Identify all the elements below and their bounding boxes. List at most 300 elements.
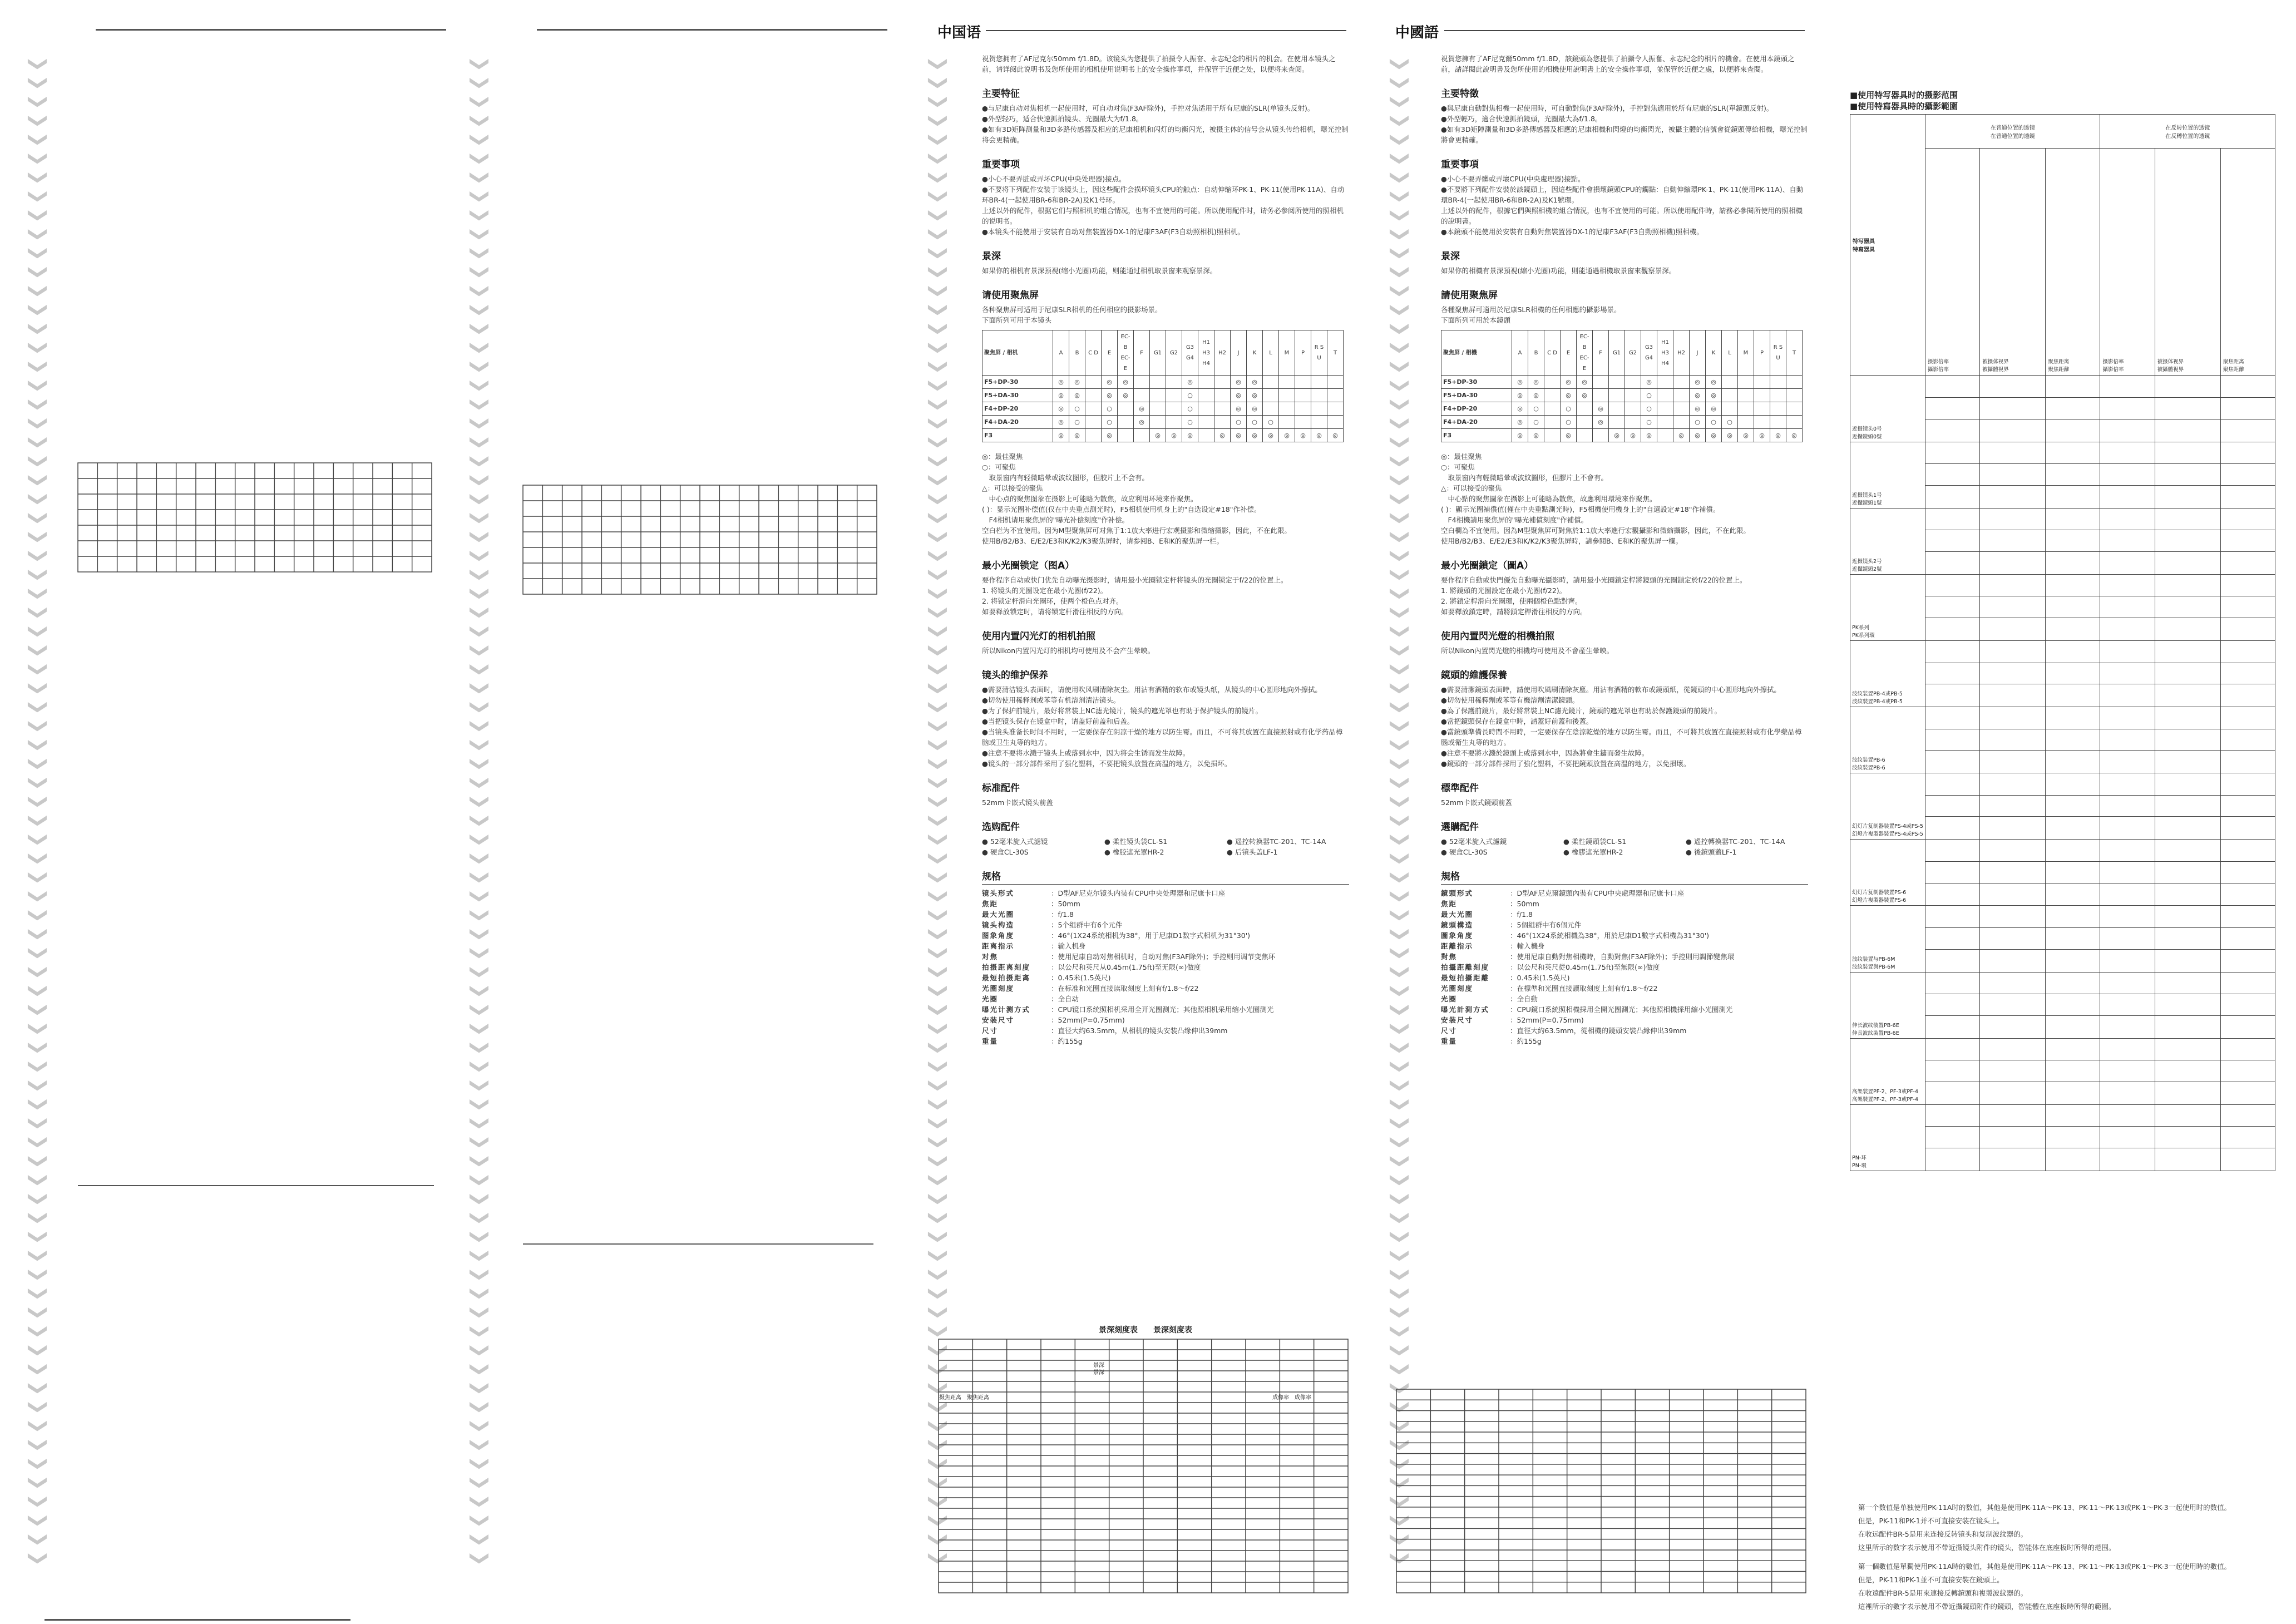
traditional-spec-value: ：0.45米(1.5英尺) — [1510, 974, 1570, 982]
chevron-mark: ❯ — [1389, 320, 1411, 337]
traditional-spec-title: 規格 — [1441, 872, 1808, 885]
chevron-mark: ❯ — [1389, 566, 1411, 583]
traditional-screen-col-header: G2 — [1625, 330, 1641, 376]
traditional-screen-cell — [1625, 416, 1641, 429]
chevron-mark: ❯ — [927, 1550, 950, 1567]
accessory-cell — [2220, 508, 2275, 574]
simplified-screen-cell: ◎ — [1118, 389, 1134, 402]
simplified-option-item: ● 橡胶遮光罩HR-2 — [1104, 848, 1164, 856]
traditional-screen-row-label: F5+DA-30 — [1441, 389, 1512, 402]
traditional-section-title: 重要事項 — [1441, 159, 1479, 170]
traditional-screen-cell — [1754, 376, 1770, 389]
accessory-subcol-header: 摄影倍率 攝影倍率 — [1925, 149, 1980, 376]
traditional-spec-key: 尺寸 — [1441, 1026, 1458, 1035]
accessory-cell — [1980, 640, 2046, 707]
traditional-heading-rule — [1444, 30, 1805, 31]
simplified-section-title: 景深 — [982, 251, 1001, 262]
chevron-mark: ❯ — [1389, 1474, 1411, 1491]
chevron-mark: ❯ — [1389, 1077, 1411, 1094]
simplified-spec-key: 重量 — [982, 1037, 999, 1045]
chevron-mark: ❯ — [469, 1134, 491, 1151]
traditional-spec-value: ：f/1.8 — [1510, 910, 1533, 919]
simplified-screen-cell — [1295, 402, 1311, 416]
chevron-mark: ❯ — [927, 188, 950, 205]
chevron-mark: ❯ — [469, 434, 491, 451]
simplified-screen-cell — [1118, 416, 1134, 429]
traditional-spec-key: 拍攝距離刻度 — [1441, 963, 1490, 971]
traditional-screen-row-label: F4+DP-20 — [1441, 402, 1512, 416]
traditional-screen-cell: ○ — [1641, 389, 1657, 402]
traditional-screen-col-header: B — [1528, 330, 1544, 376]
chevron-mark: ❯ — [1389, 93, 1411, 110]
accessory-cell — [1925, 906, 1980, 972]
accessory-row-label: 伸长波纹装置PB-6E 伸長波紋裝置PB-6E — [1850, 972, 1925, 1038]
chevron-mark: ❯ — [927, 207, 950, 224]
chevron-mark: ❯ — [27, 1210, 50, 1226]
chevron-mark: ❯ — [927, 358, 950, 375]
chevron-mark: ❯ — [27, 604, 50, 621]
chevron-mark: ❯ — [27, 566, 50, 583]
traditional-screen-cell: ◎ — [1512, 389, 1528, 402]
chevron-mark: ❯ — [27, 1266, 50, 1283]
traditional-screen-cell: ◎ — [1706, 389, 1722, 402]
traditional-screen-cell — [1754, 389, 1770, 402]
traditional-screen-col-header: R S U — [1770, 330, 1786, 376]
traditional-section-text: ●為了保護前鏡片，最好將常裝上NC濾光鏡片，鏡頭的遮光罩也有助於保護鏡頭的前鏡片。 — [1441, 707, 1721, 715]
traditional-section-title: 鏡頭的維護保養 — [1441, 670, 1507, 681]
accessory-cell — [2220, 906, 2275, 972]
traditional-screen-cell: ◎ — [1706, 376, 1722, 389]
simplified-screen-cell — [1085, 389, 1102, 402]
simplified-screen-cell — [1085, 429, 1102, 442]
traditional-screen-col-header: G3 G4 — [1641, 330, 1657, 376]
traditional-section-title: 景深 — [1441, 251, 1460, 262]
accessory-row-label: 高架装置PF-2、PF-3或PF-4 高架裝置PF-2、PF-3或PF-4 — [1850, 1038, 1925, 1104]
traditional-spec-key: 安裝尺寸 — [1441, 1016, 1474, 1024]
traditional-screen-cell: ○ — [1706, 416, 1722, 429]
chevron-mark: ❯ — [927, 831, 950, 848]
traditional-screen-cell — [1770, 389, 1786, 402]
traditional-options-title: 選購配件 — [1441, 822, 1479, 833]
traditional-screen-cell — [1738, 389, 1754, 402]
chevron-mark: ❯ — [927, 434, 950, 451]
traditional-screen-cell — [1673, 376, 1690, 389]
chevron-mark: ❯ — [927, 1096, 950, 1113]
accessory-cell — [2155, 840, 2220, 906]
chevron-mark: ❯ — [469, 1077, 491, 1094]
simplified-screen-cell — [1327, 389, 1344, 402]
chevron-mark: ❯ — [927, 1077, 950, 1094]
chevron-mark: ❯ — [927, 377, 950, 394]
chevron-mark: ❯ — [469, 604, 491, 621]
chevron-mark: ❯ — [27, 1493, 50, 1510]
chevron-mark: ❯ — [927, 585, 950, 602]
chevron-mark: ❯ — [927, 850, 950, 867]
chevron-mark: ❯ — [27, 377, 50, 394]
traditional-screen-cell: ◎ — [1625, 429, 1641, 442]
chevron-mark: ❯ — [469, 1323, 491, 1340]
accessory-cell — [2155, 574, 2220, 640]
chevron-mark: ❯ — [27, 510, 50, 526]
simplified-screen-cell — [1311, 416, 1327, 429]
chevron-mark: ❯ — [27, 1512, 50, 1529]
chevron-mark: ❯ — [27, 680, 50, 697]
accessory-row-label: 近摄镜头0号 近攝鏡頭0號 — [1850, 376, 1925, 442]
traditional-screen-cell — [1786, 389, 1803, 402]
simplified-legend-line: 使用B/B2/B3、E/E2/E3和K/K2/K3聚焦屏时，请参阅B、E和K的聚焦屏一栏。 — [982, 537, 1224, 545]
simplified-screen-cell: ○ — [1102, 402, 1118, 416]
chevron-mark: ❯ — [927, 56, 950, 72]
chevron-mark: ❯ — [1389, 1228, 1411, 1245]
chevron-mark: ❯ — [1389, 1039, 1411, 1056]
chevron-mark: ❯ — [1389, 339, 1411, 356]
chevron-mark: ❯ — [927, 907, 950, 924]
simplified-screen-cell — [1198, 376, 1214, 389]
accessory-group-normal: 在普通位置的透镜 在普通位置的透鏡 — [1925, 115, 2100, 149]
chevron-mark: ❯ — [1389, 869, 1411, 886]
chevron-mark: ❯ — [27, 1247, 50, 1264]
traditional-legend-line: ○：可聚焦 — [1441, 463, 1475, 471]
chevron-strip-1 — [29, 55, 48, 1568]
chevron-mark: ❯ — [927, 1531, 950, 1548]
chevron-mark: ❯ — [927, 1512, 950, 1529]
traditional-section-text: ●本鏡頭不能使用於安裝有自動對焦裝置器DX-1的尼康F3AF(F3自動照相機)照相機。 — [1441, 228, 1704, 236]
traditional-screen-cell: ◎ — [1770, 429, 1786, 442]
traditional-column — [1441, 53, 1808, 1047]
chevron-mark: ❯ — [27, 1455, 50, 1472]
chevron-mark: ❯ — [927, 718, 950, 734]
simplified-legend-line: 空白栏为不宜使用。因为M型聚焦屏可对焦于1:1放大率进行宏观摄影和微缩摄影，因此，不在此限。 — [982, 526, 1291, 535]
simplified-section-title: 镜头的维护保养 — [982, 670, 1048, 681]
chevron-mark: ❯ — [27, 264, 50, 280]
chevron-mark: ❯ — [469, 377, 491, 394]
accessory-row-label: PN-环 PN-環 — [1850, 1104, 1925, 1171]
chevron-mark: ❯ — [27, 302, 50, 318]
accessory-cell — [2100, 442, 2155, 508]
chevron-mark: ❯ — [927, 1153, 950, 1169]
simplified-screen-col-header: M — [1279, 330, 1295, 376]
simplified-option-item: ● 52毫米旋入式滤镜 — [982, 837, 1048, 846]
chevron-mark: ❯ — [27, 245, 50, 261]
simplified-screen-col-header: EC-B EC-E — [1118, 330, 1134, 376]
chevron-mark: ❯ — [1389, 1380, 1411, 1396]
simplified-section-text: 要作程序自动或快门优先自动曝光摄影时，请用最小光圈锁定杆将镜头的光圈锁定于f/22的位置上。 — [982, 576, 1288, 584]
simplified-screen-cell — [1279, 402, 1295, 416]
simplified-screen-col-header: H2 — [1214, 330, 1231, 376]
chevron-mark: ❯ — [927, 1285, 950, 1302]
chevron-mark: ❯ — [1389, 1285, 1411, 1302]
chevron-mark: ❯ — [927, 737, 950, 753]
accessory-cell — [2046, 840, 2100, 906]
simplified-screen-cell — [1295, 389, 1311, 402]
simplified-section-text: ●如有3D矩阵测量和3D多路传感器及相应的尼康相机和闪灯的均衡闪光，被摄主体的信号会从镜头传给相机，曝光控制将会更精确。 — [982, 125, 1349, 144]
dof-table-simplified — [937, 1338, 1349, 1594]
accessory-row-label: 近摄镜头1号 近攝鏡頭1號 — [1850, 442, 1925, 508]
traditional-section-text: 下面所列可用於本鏡頭 — [1441, 316, 1511, 324]
traditional-spec-value: ：50mm — [1510, 900, 1539, 908]
chevron-mark: ❯ — [469, 585, 491, 602]
simplified-screen-cell — [1198, 389, 1214, 402]
accessory-subcol-header: 聚焦距离 聚焦距離 — [2220, 149, 2275, 376]
simplified-option-item: ● 遥控转换器TC-201、TC-14A — [1227, 837, 1326, 846]
simplified-spec-value: ：使用尼康自动对焦相机时，自动对焦(F3AF除外)；手控则用调节变焦环 — [1051, 952, 1276, 961]
accessory-cell — [1925, 376, 1980, 442]
chevron-mark: ❯ — [1389, 585, 1411, 602]
traditional-spec-value: ：5個組群中有6個元件 — [1510, 921, 1582, 929]
chevron-mark: ❯ — [469, 661, 491, 678]
chevron-mark: ❯ — [469, 131, 491, 148]
chevron-mark: ❯ — [1389, 604, 1411, 621]
traditional-section-title: 最小光圈鎖定（圖A） — [1441, 560, 1534, 571]
chevron-mark: ❯ — [27, 75, 50, 91]
chevron-mark: ❯ — [1389, 1247, 1411, 1264]
simplified-screen-cell — [1134, 429, 1150, 442]
chevron-mark: ❯ — [927, 264, 950, 280]
chevron-mark: ❯ — [927, 75, 950, 91]
accessory-row-label: 波纹装置PB-4或PB-5 波紋裝置PB-4或PB-5 — [1850, 640, 1925, 707]
simplified-spec-key: 光圈 — [982, 995, 999, 1003]
simplified-screen-col-header: E — [1102, 330, 1118, 376]
traditional-spec-value: ：CPU鏡口系統照相機採用全開光圈測光；其他照相機採用縮小光圈測光 — [1510, 1005, 1733, 1014]
chevron-mark: ❯ — [27, 169, 50, 186]
simplified-heading: 中国语 — [937, 24, 981, 41]
traditional-screen-cell — [1577, 416, 1593, 429]
traditional-screen-cell: ○ — [1722, 416, 1738, 429]
accessory-notes — [1858, 1502, 2248, 1615]
chevron-mark: ❯ — [469, 245, 491, 261]
simplified-screen-cell — [1263, 402, 1279, 416]
traditional-screen-cell — [1625, 389, 1641, 402]
traditional-spec-key: 最短拍攝距離 — [1441, 974, 1490, 982]
simplified-screen-col-header: J — [1231, 330, 1247, 376]
accessory-cell — [2155, 442, 2220, 508]
simplified-spec-value: ：CPU镜口系统照相机采用全开光圈测光；其他照相机采用缩小光圈测光 — [1051, 1005, 1274, 1014]
accessory-cell — [2046, 906, 2100, 972]
chevron-mark: ❯ — [927, 1323, 950, 1340]
simplified-screen-cell — [1150, 402, 1166, 416]
accessory-note: 第一個數值是單獨使用PK-11A時的數值，其他是使用PK-11A～PK-13、PK-11～PK-13或PK-1～PK-3一起使用時的數值。 — [1858, 1562, 2231, 1571]
accessory-cell — [2046, 508, 2100, 574]
simplified-screen-col-header: G2 — [1166, 330, 1182, 376]
traditional-section-text: 2. 將鎖定桿滑向光圈環，使兩個橙色點對齊。 — [1441, 597, 1582, 605]
chevron-mark: ❯ — [27, 320, 50, 337]
simplified-screen-cell — [1279, 389, 1295, 402]
accessory-cell — [2046, 640, 2100, 707]
simplified-spec-value: ：f/1.8 — [1051, 910, 1074, 919]
chevron-mark: ❯ — [27, 1304, 50, 1321]
accessory-row-label: 波纹装置与PB-6M 波紋裝置與PB-6M — [1850, 906, 1925, 972]
simplified-spec-key: 曝光计测方式 — [982, 1005, 1031, 1014]
chevron-mark: ❯ — [1389, 964, 1411, 980]
simplified-screen-cell: ◎ — [1231, 402, 1247, 416]
simplified-screen-cell: ◎ — [1247, 429, 1263, 442]
chevron-mark: ❯ — [1389, 169, 1411, 186]
chevron-mark: ❯ — [469, 1039, 491, 1056]
simplified-section-text: 1. 将镜头的光圈设定在最小光圈(f/22)。 — [982, 586, 1108, 595]
traditional-section-text: ●注意不要將水濺於鏡頭上或落到水中，因為將會生鏽而發生故障。 — [1441, 749, 1649, 757]
traditional-screen-cell — [1577, 402, 1593, 416]
chevron-mark: ❯ — [927, 1228, 950, 1245]
traditional-legend-line: 使用B/B2/B3、E/E2/E3和K/K2/K3聚焦屏時，請參閱B、E和K的聚焦屏一欄。 — [1441, 537, 1683, 545]
chevron-mark: ❯ — [469, 1096, 491, 1113]
chevron-mark: ❯ — [469, 831, 491, 848]
traditional-screen-cell: ○ — [1561, 416, 1577, 429]
chevron-mark: ❯ — [27, 226, 50, 243]
accessory-note: 在收远配件BR-5是用来连接反转镜头和复制波纹器的。 — [1858, 1530, 2028, 1538]
chevron-mark: ❯ — [1389, 945, 1411, 961]
traditional-option-item: ● 橡膠遮光罩HR-2 — [1563, 848, 1623, 856]
chevron-mark: ❯ — [1389, 983, 1411, 999]
accessory-cell — [2220, 840, 2275, 906]
simplified-screen-cell — [1085, 416, 1102, 429]
chevron-mark: ❯ — [1389, 1058, 1411, 1075]
traditional-spec-value: ：輸入機身 — [1510, 942, 1545, 950]
chevron-mark: ❯ — [927, 1210, 950, 1226]
chevron-mark: ❯ — [927, 1437, 950, 1453]
chevron-mark: ❯ — [927, 1134, 950, 1151]
accessory-cell — [2100, 640, 2155, 707]
chevron-mark: ❯ — [927, 1304, 950, 1321]
simplified-section-text: ●当镜头准备长时间不用时，一定要保存在阴凉干燥的地方以防生霉。而且，不可将其放置在直接照射或有化学药品樟脑或卫生丸等的地方。 — [982, 728, 1343, 747]
accessory-subcol-header: 聚焦距离 聚焦距離 — [2046, 149, 2100, 376]
chevron-mark: ❯ — [1389, 793, 1411, 810]
traditional-spec-key: 光圈刻度 — [1441, 984, 1474, 993]
simplified-screen-cell: ◎ — [1279, 429, 1295, 442]
simplified-section-text: ●为了保护前镜片，最好将常装上NC滤光镜片，镜头的遮光罩也有助于保护镜头的前镜片。 — [982, 707, 1262, 715]
simplified-screen-cell: ○ — [1182, 402, 1198, 416]
chevron-mark: ❯ — [1389, 283, 1411, 299]
accessory-cell — [2100, 972, 2155, 1038]
chevron-mark: ❯ — [469, 1247, 491, 1264]
chevron-mark: ❯ — [1389, 756, 1411, 772]
traditional-screen-cell: ◎ — [1577, 376, 1593, 389]
traditional-screen-col-header: H2 — [1673, 330, 1690, 376]
chevron-mark: ❯ — [469, 964, 491, 980]
traditional-heading: 中國語 — [1395, 24, 1439, 41]
traditional-spec-value: ：以公尺和英尺從0.45m(1.75ft)至無限(∞)做度 — [1510, 963, 1660, 971]
chevron-mark: ❯ — [469, 812, 491, 829]
chevron-mark: ❯ — [469, 1304, 491, 1321]
traditional-screen-cell — [1625, 402, 1641, 416]
simplified-screen-col-header: L — [1263, 330, 1279, 376]
chevron-mark: ❯ — [1389, 699, 1411, 715]
simplified-spec-key: 最大光圈 — [982, 910, 1015, 919]
simplified-spec-title: 规格 — [982, 872, 1349, 885]
simplified-screen-cell — [1150, 389, 1166, 402]
traditional-screen-cell: ○ — [1528, 402, 1544, 416]
simplified-spec-key: 图象角度 — [982, 931, 1015, 940]
accessory-subcol-header: 摄影倍率 攝影倍率 — [2100, 149, 2155, 376]
simplified-screen-cell: ◎ — [1327, 429, 1344, 442]
simplified-screen-cell — [1327, 376, 1344, 389]
traditional-screen-cell: ◎ — [1593, 416, 1609, 429]
chevron-mark: ❯ — [469, 453, 491, 470]
chevron-mark: ❯ — [927, 566, 950, 583]
simplified-screen-cell: ○ — [1102, 416, 1118, 429]
traditional-screen-cell: ◎ — [1706, 402, 1722, 416]
accessory-cell — [1925, 773, 1980, 840]
chevron-mark: ❯ — [469, 1493, 491, 1510]
traditional-screen-row-label: F3 — [1441, 429, 1512, 442]
chevron-mark: ❯ — [1389, 1361, 1411, 1378]
traditional-screen-cell — [1738, 416, 1754, 429]
chevron-mark: ❯ — [927, 1247, 950, 1264]
simplified-screen-cell: ◎ — [1150, 429, 1166, 442]
chevron-mark: ❯ — [469, 283, 491, 299]
traditional-spec-key: 重量 — [1441, 1037, 1458, 1045]
simplified-screen-cell: ◎ — [1311, 429, 1327, 442]
chevron-mark: ❯ — [27, 1285, 50, 1302]
accessory-cell — [2220, 773, 2275, 840]
accessory-note: 这里所示的数字表示使用不带近摄镜头附件的镜头，智能体在底座板时所得的范围。 — [1858, 1543, 2116, 1552]
simplified-section-text: 如要释放锁定时，请将锁定杆滑往相反的方向。 — [982, 608, 1128, 616]
chevron-mark: ❯ — [1389, 150, 1411, 167]
simplified-screen-col-header: F — [1134, 330, 1150, 376]
traditional-screen-cell — [1593, 376, 1609, 389]
chevron-mark: ❯ — [927, 112, 950, 129]
simplified-spec-value: ：全自动 — [1051, 995, 1079, 1003]
chevron-mark: ❯ — [927, 1418, 950, 1434]
accessory-cell — [2046, 376, 2100, 442]
chevron-mark: ❯ — [1389, 1455, 1411, 1472]
simplified-screen-cell: ◎ — [1295, 429, 1311, 442]
traditional-screen-col-header: A — [1512, 330, 1528, 376]
traditional-screen-cell — [1673, 402, 1690, 416]
chevron-mark: ❯ — [927, 472, 950, 488]
simplified-section-text: ●本镜头不能使用于安装有自动对焦装置器DX-1的尼康F3AF(F3自动照相机)照相机。 — [982, 228, 1245, 236]
chevron-mark: ❯ — [1389, 1550, 1411, 1567]
traditional-screen-col-header: EC-B EC-E — [1577, 330, 1593, 376]
chevron-mark: ❯ — [927, 623, 950, 640]
dof-col-header: 景深 景深 — [1093, 1363, 1104, 1376]
chevron-mark: ❯ — [927, 1455, 950, 1472]
chevron-mark: ❯ — [27, 907, 50, 924]
accessory-row-label: 波纹装置PB-6 波紋裝置PB-6 — [1850, 707, 1925, 773]
accessory-cell — [2220, 1038, 2275, 1104]
accessory-row-label: 近摄镜头2号 近攝鏡頭2號 — [1850, 508, 1925, 574]
chevron-mark: ❯ — [1389, 1266, 1411, 1283]
simplified-spec-key: 光圈刻度 — [982, 984, 1015, 993]
accessory-cell — [1925, 640, 1980, 707]
traditional-screen-cell — [1657, 416, 1673, 429]
simplified-section-text: ●需要清洁镜头表面时，请使用吹风刷清除灰尘。用沾有酒精的软布或镜头纸，从镜头的中心圆形地向外擦拭。 — [982, 685, 1322, 694]
chevron-mark: ❯ — [27, 642, 50, 659]
simplified-screen-cell — [1263, 389, 1279, 402]
simplified-screen-cell — [1118, 429, 1134, 442]
chevron-mark: ❯ — [1389, 453, 1411, 470]
simplified-screen-row-label: F4+DP-20 — [982, 402, 1053, 416]
accessory-cell — [2046, 442, 2100, 508]
accessory-row-header: 特写器具 特寫器具 — [1850, 115, 1925, 376]
traditional-screen-table-wrap — [1441, 330, 1808, 442]
traditional-screen-cell — [1657, 376, 1673, 389]
accessory-cell — [1925, 1104, 1980, 1171]
chevron-mark: ❯ — [27, 131, 50, 148]
chevron-mark: ❯ — [927, 680, 950, 697]
simplified-section-title: 重要事项 — [982, 159, 1020, 170]
simplified-screen-cell — [1214, 389, 1231, 402]
traditional-screen-col-header: E — [1561, 330, 1577, 376]
traditional-screen-cell — [1754, 416, 1770, 429]
chevron-mark: ❯ — [927, 302, 950, 318]
traditional-screen-cell: ◎ — [1706, 429, 1722, 442]
accessory-cell — [2100, 773, 2155, 840]
chevron-mark: ❯ — [927, 1001, 950, 1018]
chevron-mark: ❯ — [927, 510, 950, 526]
simplified-section-text: ●注意不要将水溅于镜头上或落到水中，因为将会生锈而发生故障。 — [982, 749, 1190, 757]
traditional-screen-cell — [1625, 376, 1641, 389]
chevron-mark: ❯ — [927, 699, 950, 715]
